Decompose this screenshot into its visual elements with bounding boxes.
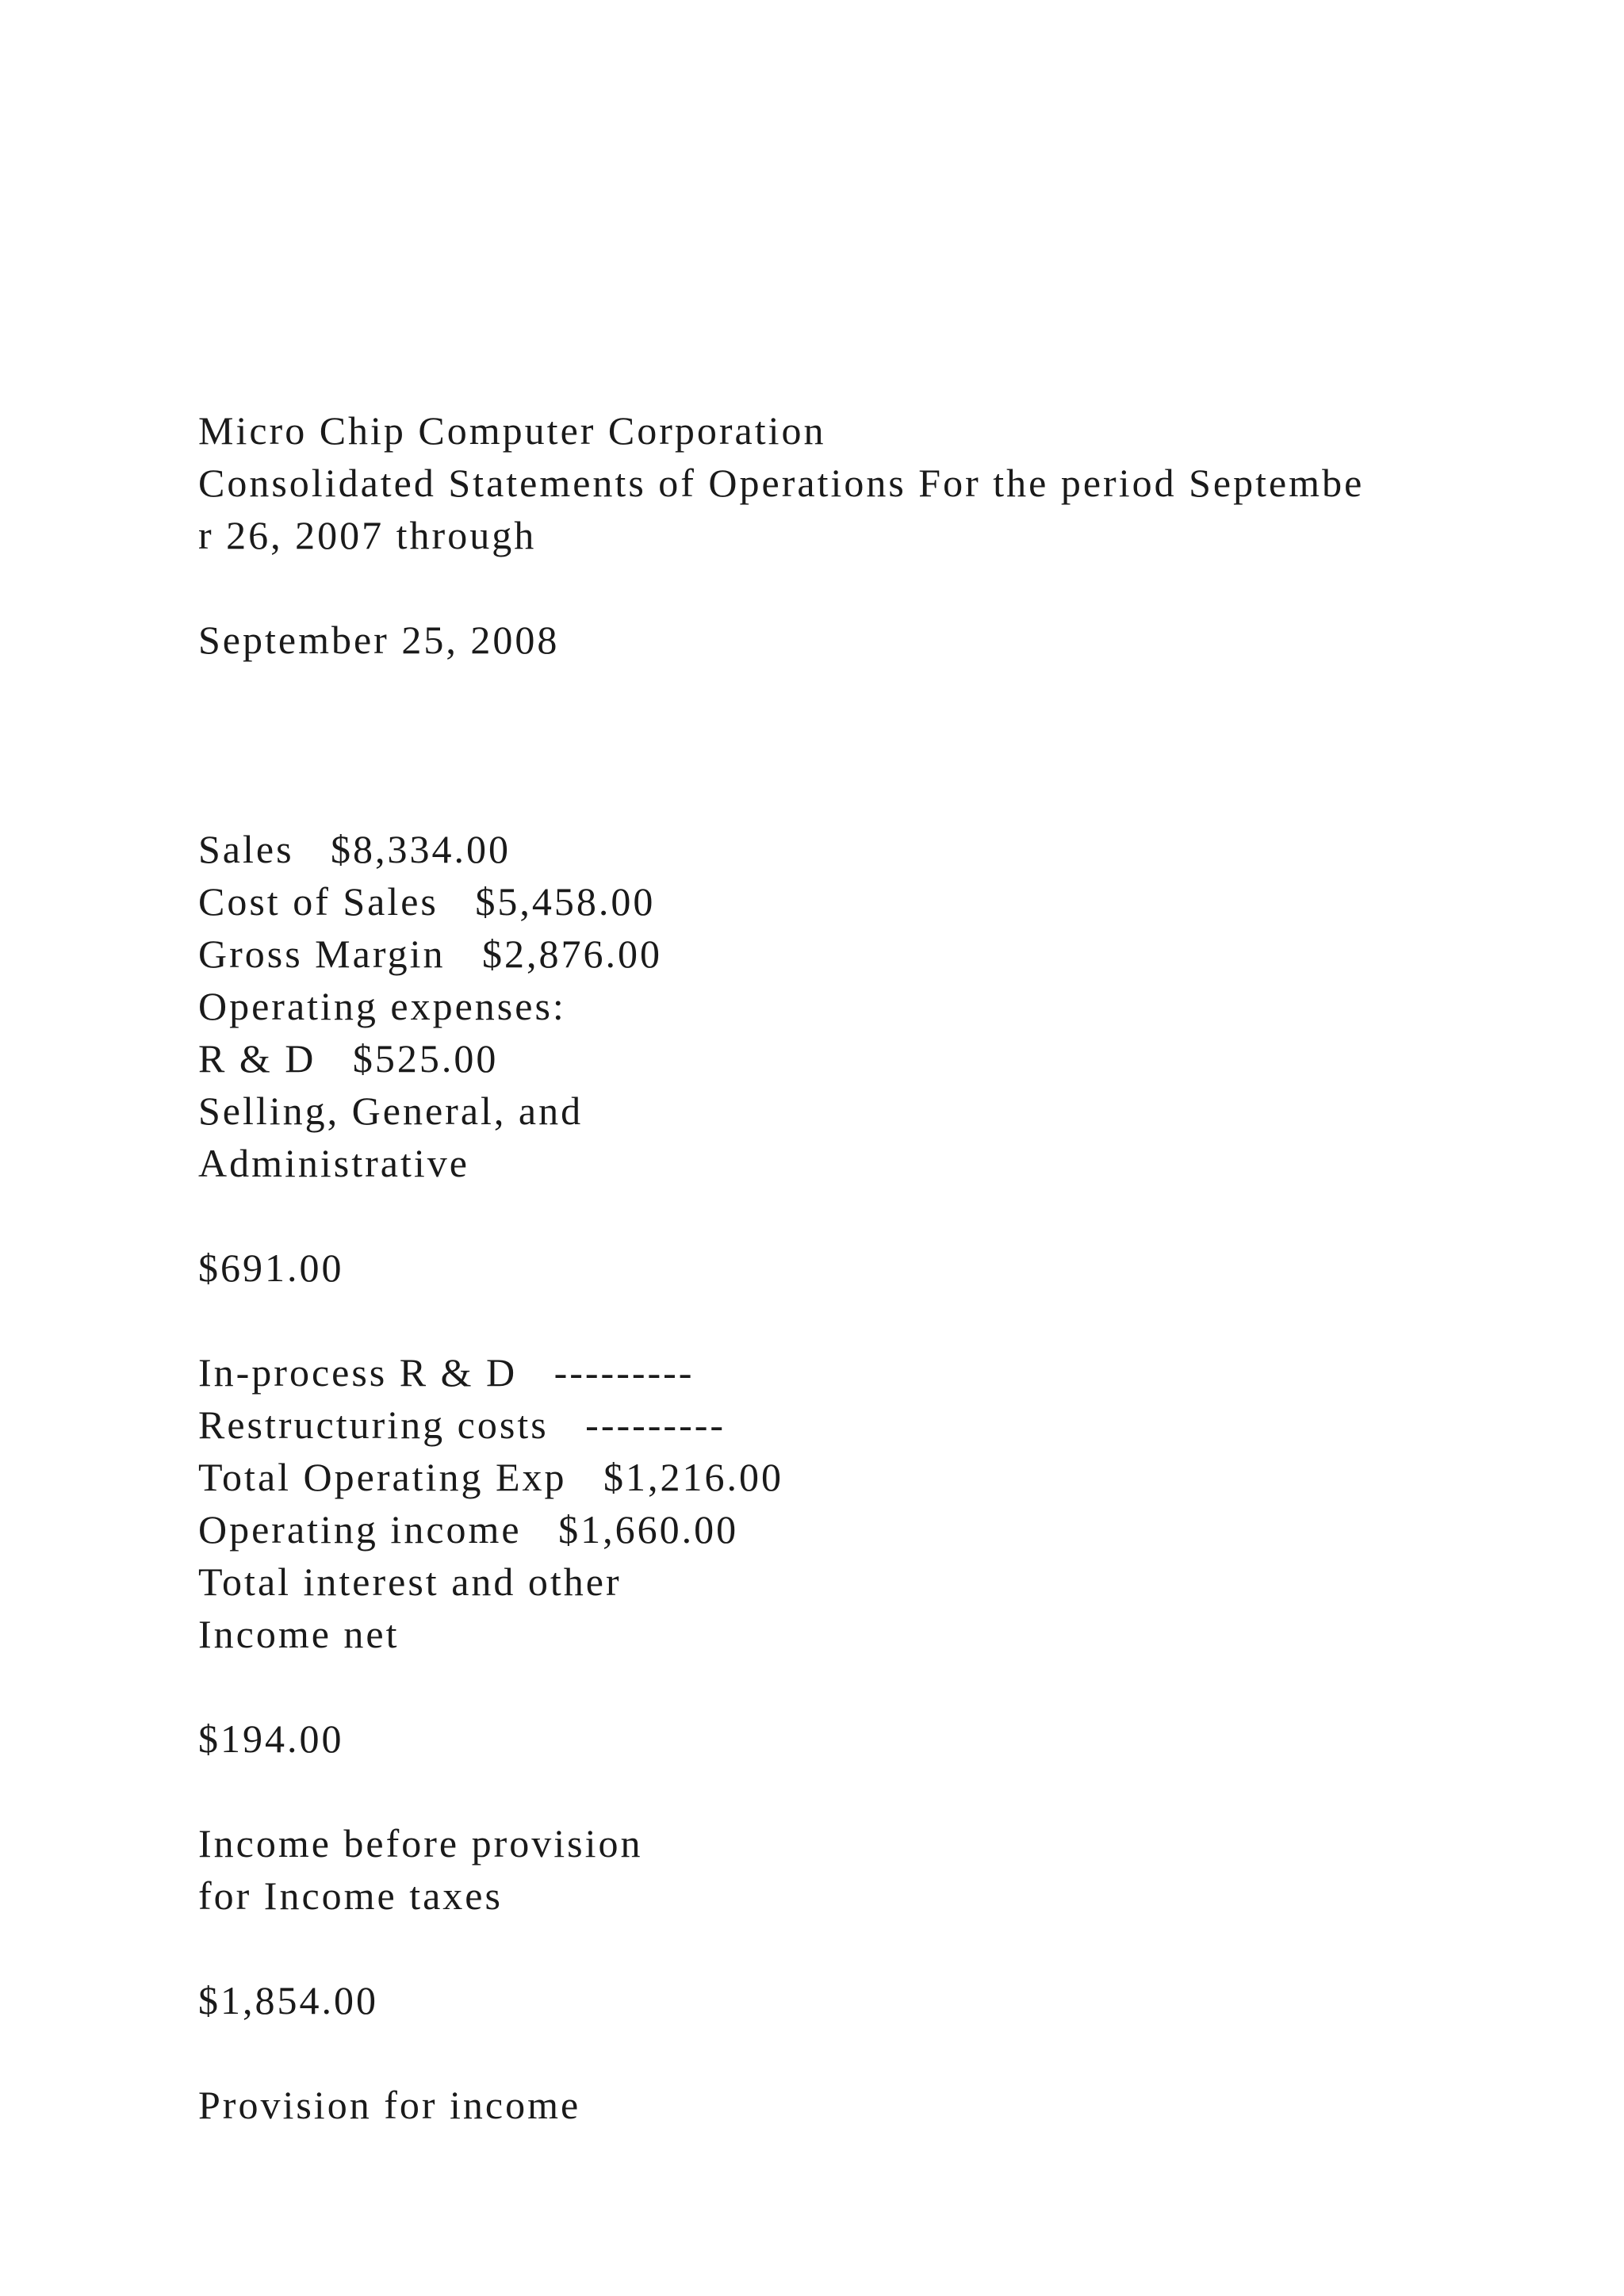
pretax-label-line-2: for Income taxes — [198, 1873, 503, 1918]
spacer — [198, 1922, 1546, 1974]
spacer — [198, 1765, 1546, 1817]
spacer — [198, 771, 1546, 823]
sga-value: $691.00 — [198, 1246, 344, 1290]
in-process-r-and-d-line: In-process R & D --------- — [198, 1350, 695, 1395]
pretax-value: $1,854.00 — [198, 1978, 378, 2022]
gross-margin-line: Gross Margin $2,876.00 — [198, 932, 662, 976]
total-operating-exp-line: Total Operating Exp $1,216.00 — [198, 1455, 783, 1499]
operating-income-line: Operating income $1,660.00 — [198, 1507, 739, 1552]
period-end-date: September 25, 2008 — [198, 618, 560, 662]
sga-label-line-2: Administrative — [198, 1141, 469, 1185]
spacer — [198, 1189, 1546, 1242]
interest-label-line-2: Income net — [198, 1612, 400, 1656]
sales-line: Sales $8,334.00 — [198, 827, 511, 871]
provision-label-line-1: Provision for income — [198, 2083, 581, 2127]
spacer — [198, 561, 1546, 614]
pretax-label-line-1: Income before provision — [198, 1821, 643, 1866]
statement-title-line-2: r 26, 2007 through — [198, 513, 537, 557]
restructuring-costs-line: Restructuring costs --------- — [198, 1402, 726, 1447]
statement-text — [198, 404, 1546, 2131]
spacer — [198, 718, 1546, 771]
operating-expenses-heading: Operating expenses: — [198, 984, 566, 1028]
cost-of-sales-line: Cost of Sales $5,458.00 — [198, 879, 656, 924]
spacer — [198, 1294, 1546, 1346]
statement-title-line-1: Consolidated Statements of Operations For the period Septembe — [198, 461, 1365, 505]
interest-value: $194.00 — [198, 1716, 344, 1761]
spacer — [198, 1660, 1546, 1712]
sga-label-line-1: Selling, General, and — [198, 1089, 584, 1133]
spacer — [198, 2026, 1546, 2079]
r-and-d-line: R & D $525.00 — [198, 1036, 499, 1081]
company-name: Micro Chip Computer Corporation — [198, 408, 826, 453]
spacer — [198, 666, 1546, 718]
interest-label-line-1: Total interest and other — [198, 1559, 622, 1604]
